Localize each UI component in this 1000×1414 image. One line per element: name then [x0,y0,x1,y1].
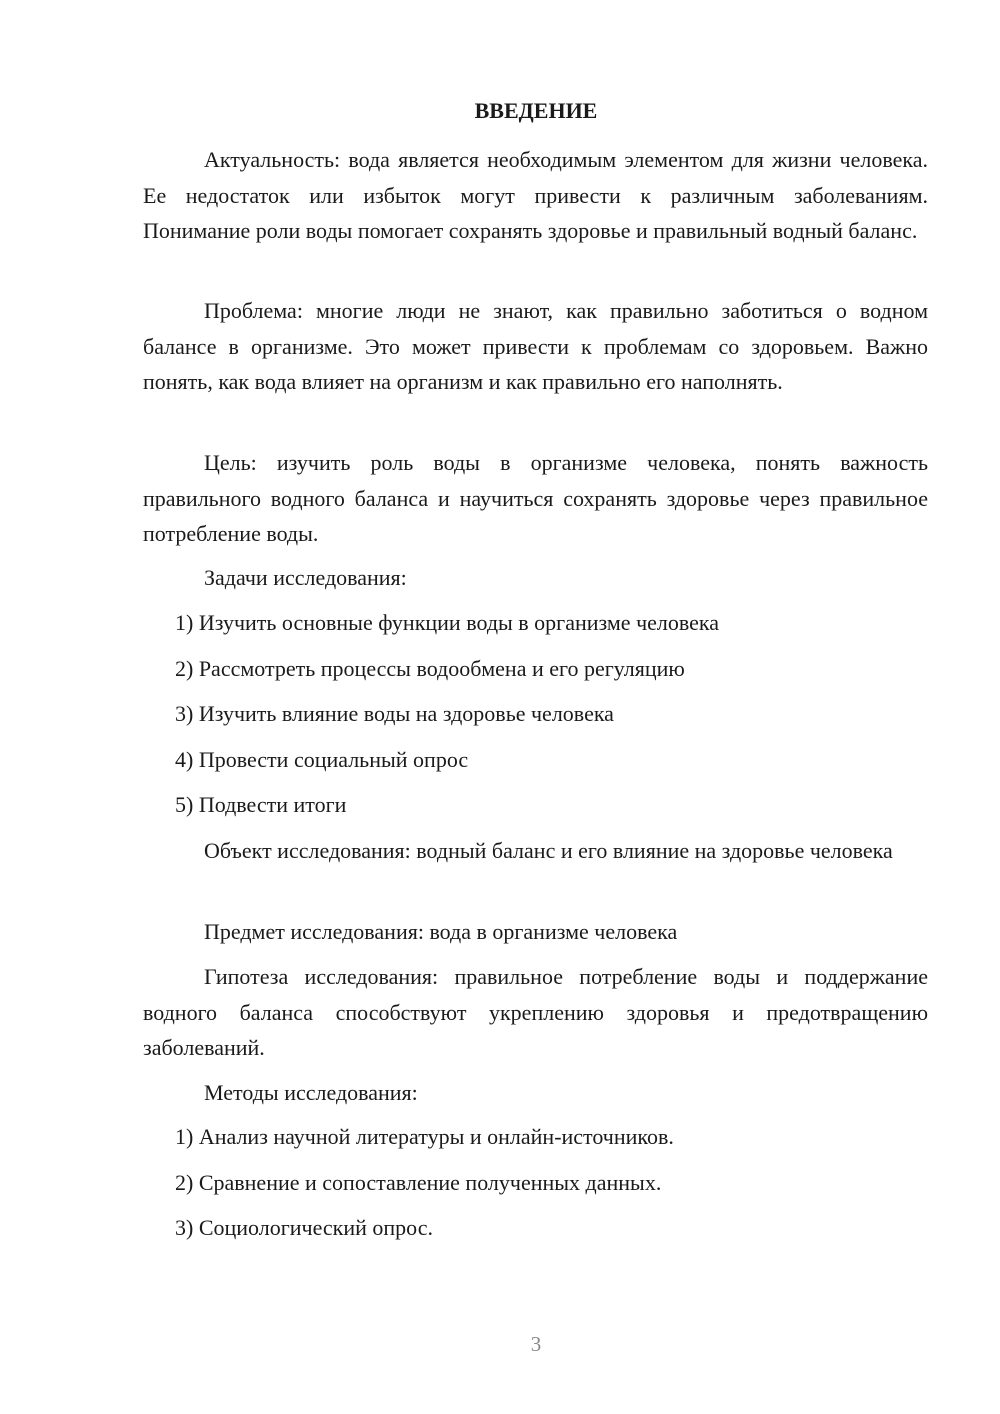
problem-paragraph: Проблема: многие люди не знают, как правильно заботиться о водном балансе в организме. Это может привести к проблемам со здоровьем. Важно понять, как вода влияет на организм и как правильно его наполнять. [143,298,928,394]
tasks-heading: Задачи исследования: [204,565,407,590]
relevance-paragraph: Актуальность: вода является необходимым элементом для жизни человека. Ее недостаток или избыток могут привести к различным заболеваниям. Понимание роли воды помогает сохранять здоровье и правильный водный баланс. [143,147,928,243]
task-item: 5) Подвести итоги [175,792,347,817]
task-item: 2) Рассмотреть процессы водообмена и его регуляцию [175,656,685,681]
page-number: 3 [530,1332,542,1356]
object-paragraph: Объект исследования: водный баланс и его влияние на здоровье человека [204,838,893,863]
hypothesis-paragraph: Гипотеза исследования: правильное потребление воды и поддержание водного баланса способствуют укреплению здоровья и предотвращению заболеваний. [143,964,928,1060]
task-item: 3) Изучить влияние воды на здоровье человека [175,701,614,726]
method-item: 3) Социологический опрос. [175,1215,433,1240]
method-item: 2) Сравнение и сопоставление полученных данных. [175,1170,662,1195]
method-item: 1) Анализ научной литературы и онлайн-источников. [175,1124,674,1149]
section-title: ВВЕДЕНИЕ [474,98,598,123]
goal-paragraph: Цель: изучить роль воды в организме человека, понять важность правильного водного баланса и научиться сохранять здоровье через правильное потребление воды. [143,450,928,546]
methods-heading: Методы исследования: [204,1080,418,1105]
task-item: 4) Провести социальный опрос [175,747,469,772]
task-item: 1) Изучить основные функции воды в организме человека [175,610,720,635]
subject-paragraph: Предмет исследования: вода в организме человека [204,919,678,944]
